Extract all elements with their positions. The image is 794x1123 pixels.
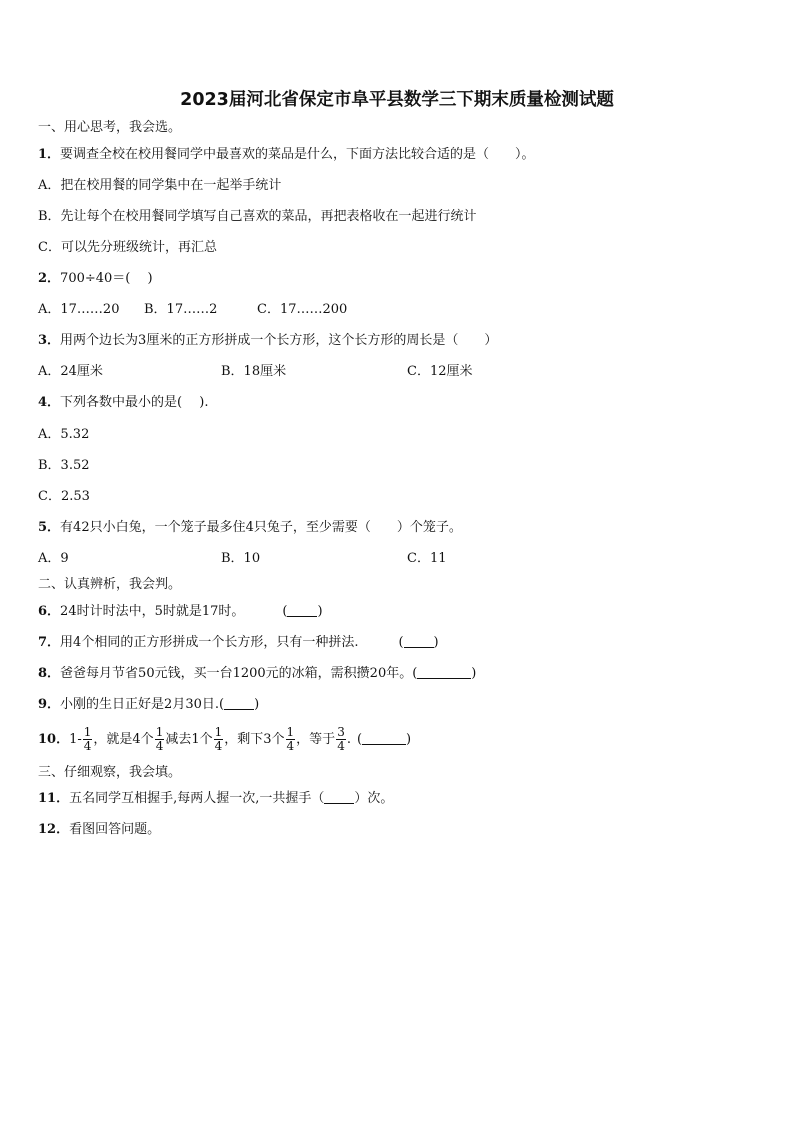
answer-blank[interactable] [404,635,434,648]
question-number: 3． [38,333,61,348]
fraction-denominator: 4 [286,739,295,753]
answer-blank[interactable] [287,604,317,617]
fraction-one-quarter [214,726,224,753]
question-text: 24时计时法中，5时就是17时。 [60,604,245,619]
question-6 [38,603,323,621]
question-number: 5． [38,520,61,535]
question-10 [38,724,411,756]
question-text: ，等于 [296,732,336,747]
fraction-numerator: 1 [83,725,92,739]
question-text: 小刚的生日正好是2月30日. [60,697,219,712]
answer-blank[interactable] [324,791,354,804]
answer-blank[interactable] [362,732,406,745]
section-heading-1: 一、用心思考，我会选。 [38,120,182,135]
question-text: 用两个边长为3厘米的正方形拼成一个长方形，这个长方形的周长是（ ） [60,333,498,348]
question-1 [38,146,535,164]
question-text: 五名同学互相握手,每两人握一次,一共握手（ [69,791,325,806]
question-11 [38,790,393,808]
fraction-one-quarter [286,726,296,753]
fraction-numerator: 1 [155,725,164,739]
answer-blank[interactable] [417,666,471,679]
question-text: 下列各数中最小的是( ). [60,395,209,410]
question-text: 要调查全校在校用餐同学中最喜欢的菜品是什么，下面方法比较合适的是（ ）。 [60,147,535,162]
q3-option-a: A．24厘米 [38,364,103,379]
q3-option-c: C．12厘米 [407,364,473,379]
paren-left: ( [398,635,404,650]
question-number: 7． [38,635,61,650]
q1-option-b: B．先让每个在校用餐同学填写自己喜欢的菜品，再把表格收在一起进行统计 [38,209,477,224]
question-number: 2． [38,271,61,286]
paren-right: ) [433,635,439,650]
section-heading-2: 二、认真辨析，我会判。 [38,577,182,592]
question-text: 有42只小白兔，一个笼子最多住4只兔子，至少需要（ ）个笼子。 [60,520,462,535]
q1-option-a: A．把在校用餐的同学集中在一起举手统计 [38,178,282,193]
fraction-one-quarter [155,726,165,753]
question-5 [38,519,462,537]
q5-options [38,550,447,568]
fraction-denominator: 4 [337,739,345,753]
question-text: 用4个相同的正方形拼成一个长方形，只有一种拼法. [60,635,359,650]
question-9 [38,696,259,714]
q5-option-b: B．10 [221,551,261,566]
q1-option-c: C．可以先分班级统计，再汇总 [38,240,217,255]
q5-option-a: A．9 [38,551,69,566]
page-title: 2023届河北省保定市阜平县数学三下期末质量检测试题 [180,90,614,110]
answer-blank[interactable] [224,697,254,710]
q2-option-c: C．17……200 [257,302,348,317]
question-7 [38,634,439,652]
question-text: 1- [69,732,82,747]
question-12 [38,821,160,839]
paren-left: ( [356,732,363,747]
section-heading-3: 三、仔细观察，我会填。 [38,765,182,780]
question-8 [38,665,476,683]
paren-right: ) [254,697,260,712]
q5-option-c: C．11 [407,551,447,566]
fraction-numerator: 1 [214,725,223,739]
question-text: 700÷40＝( ) [60,271,153,286]
q2-option-b: B．17……2 [144,302,218,317]
question-text: . [346,732,351,747]
question-text: 爸爸每月节省50元钱，买一台1200元的冰箱，需积攒20年。 [60,666,413,681]
paren-right: ) [317,604,323,619]
q2-option-a: A．17……20 [38,302,120,317]
paren-right: ) [406,732,412,747]
question-number: 9． [38,697,61,712]
q4-option-b: B．3.52 [38,458,90,473]
q2-options [38,301,347,319]
question-number: 8． [38,666,61,681]
question-number: 6． [38,604,61,619]
question-text: ，就是4个 [93,732,154,747]
q4-option-c: C．2.53 [38,489,90,504]
question-text: 看图回答问题。 [69,822,161,837]
fraction-three-quarters [336,726,346,753]
fraction-one-quarter [83,726,93,753]
q4-option-a: A．5.32 [38,427,90,442]
question-2 [38,270,153,288]
question-3 [38,332,497,350]
question-4 [38,394,208,412]
fraction-denominator: 4 [214,739,223,753]
paren-left: ( [412,666,418,681]
question-number: 12． [38,822,70,837]
question-number: 11． [38,791,70,806]
question-number: 4． [38,395,61,410]
paren-right: ) [471,666,477,681]
q3-option-b: B．18厘米 [221,364,287,379]
fraction-numerator: 3 [337,725,345,739]
question-text: ，剩下3个 [224,732,285,747]
fraction-denominator: 4 [155,739,164,753]
fraction-denominator: 4 [83,739,92,753]
fraction-numerator: 1 [286,725,295,739]
question-text: ）次。 [354,791,394,806]
question-number: 10． [38,732,70,747]
question-number: 1． [38,147,61,162]
question-text: 减去1个 [165,732,213,747]
paren-left: ( [219,697,225,712]
q3-options [38,363,473,381]
paren-left: ( [282,604,288,619]
